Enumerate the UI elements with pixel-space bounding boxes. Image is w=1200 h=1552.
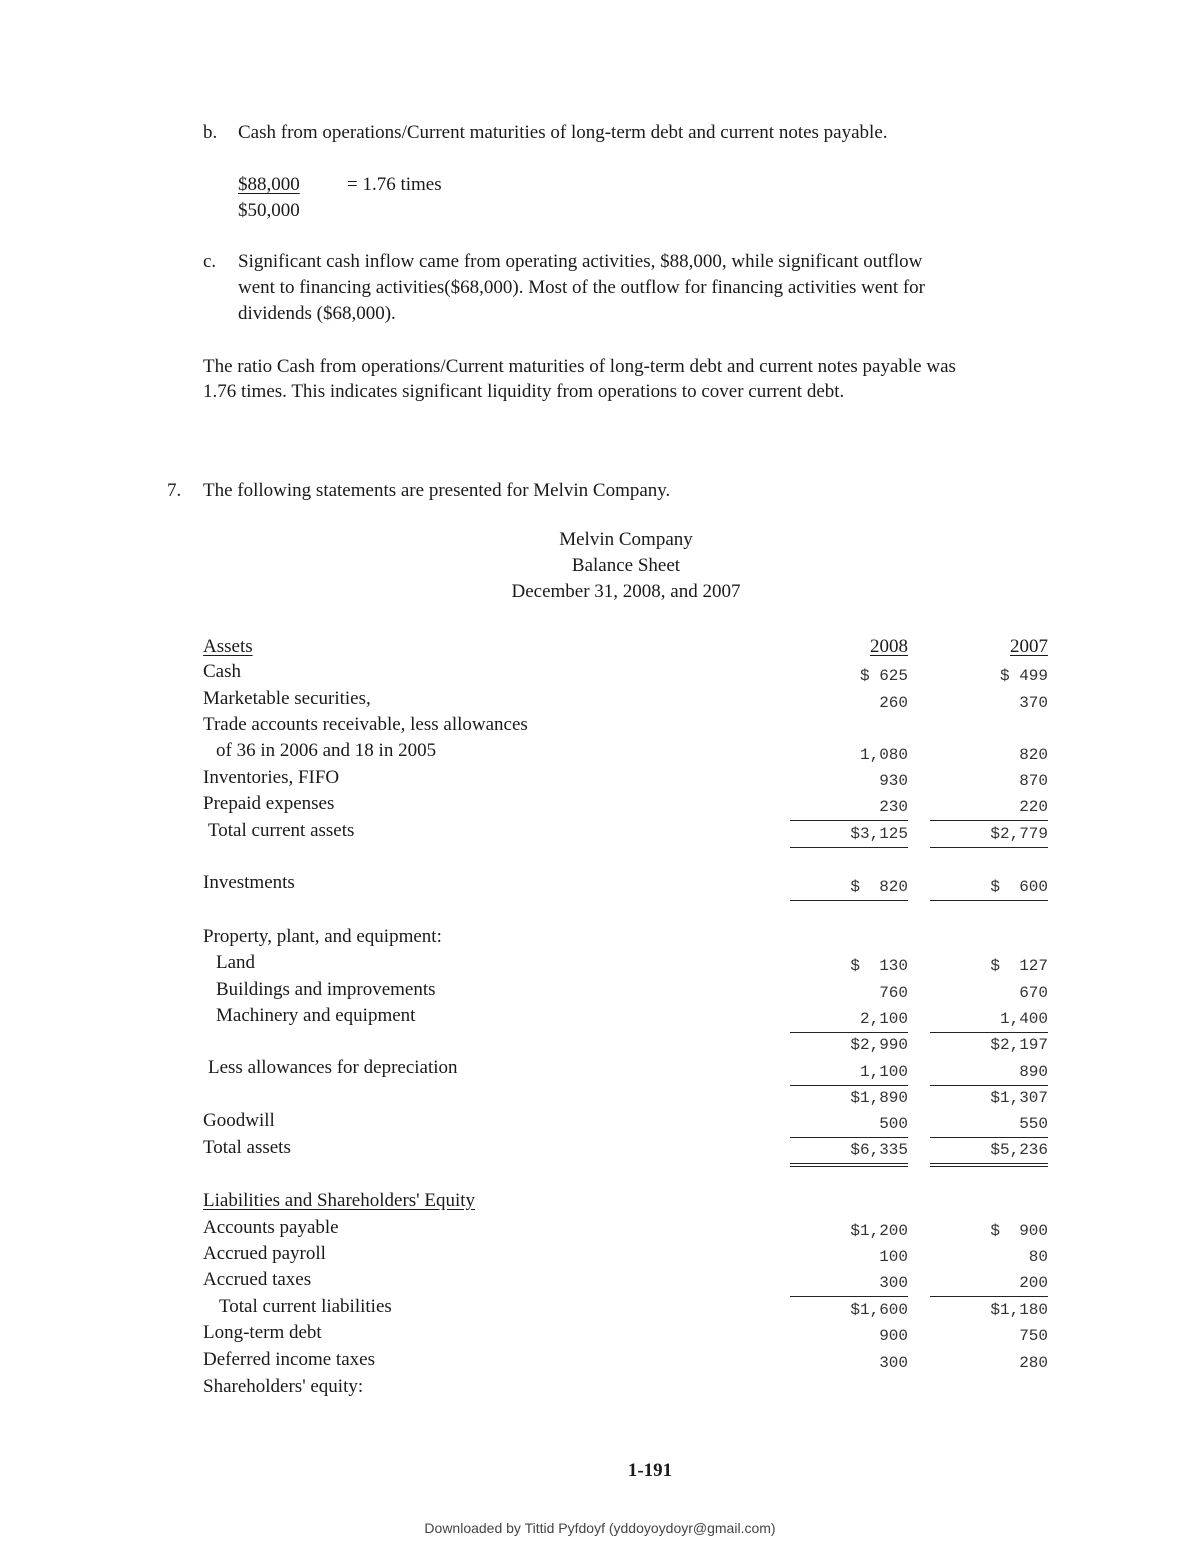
goodwill-2008: 500	[790, 1111, 908, 1138]
conclusion-line: 1.76 times. This indicates significant liquidity from operations to cover current debt.	[203, 381, 845, 402]
machinery-2007: 1,400	[930, 1006, 1048, 1033]
ratio-result: = 1.76 times	[347, 174, 442, 195]
deferred-taxes-2008: 300	[879, 1354, 908, 1372]
total-current-assets-2008: $3,125	[790, 821, 908, 848]
machinery-2008: 2,100	[790, 1006, 908, 1033]
depreciation-2007: 890	[930, 1059, 1048, 1086]
goodwill-2007: 550	[930, 1111, 1048, 1138]
accounts-payable-2008: $1,200	[850, 1222, 908, 1240]
company-name: Melvin Company	[559, 529, 693, 550]
inventories-2007: 870	[1019, 772, 1048, 790]
buildings-label: Buildings and improvements	[216, 979, 436, 1000]
question-text: The following statements are presented for Melvin Company.	[203, 480, 671, 501]
ppe-net-2007: $1,307	[990, 1089, 1048, 1107]
equity-heading: Shareholders' equity:	[203, 1376, 364, 1397]
ppe-heading: Property, plant, and equipment:	[203, 926, 442, 947]
assets-heading: Assets	[203, 636, 253, 657]
total-assets-2008: $6,335	[790, 1137, 908, 1167]
inventories-label: Inventories, FIFO	[203, 767, 340, 788]
ratio-numerator: $88,000	[238, 174, 300, 195]
accrued-payroll-label: Accrued payroll	[203, 1243, 326, 1264]
cash-label: Cash	[203, 661, 241, 682]
ppe-net-2008: $1,890	[850, 1089, 908, 1107]
prepaid-2008: 230	[790, 794, 908, 821]
part-c-line: Significant cash inflow came from operating activities, $88,000, while significant outflow	[238, 251, 923, 272]
year-2008-header: 2008	[870, 636, 908, 657]
total-current-liabilities-label: Total current liabilities	[219, 1296, 392, 1317]
marketable-label: Marketable securities,	[203, 688, 371, 709]
total-assets-label: Total assets	[203, 1137, 291, 1158]
buildings-2007: 670	[1019, 984, 1048, 1002]
accrued-taxes-label: Accrued taxes	[203, 1269, 312, 1290]
statement-date: December 31, 2008, and 2007	[511, 581, 741, 602]
land-label: Land	[216, 952, 256, 973]
total-current-assets-2007: $2,779	[930, 821, 1048, 848]
cash-2008: $ 625	[859, 667, 908, 685]
cash-2007: $ 499	[999, 667, 1048, 685]
depreciation-label: Less allowances for depreciation	[208, 1057, 458, 1078]
receivable-label-line2: of 36 in 2006 and 18 in 2005	[216, 740, 437, 761]
part-c-line: dividends ($68,000).	[238, 303, 396, 324]
deferred-taxes-2007: 280	[1019, 1354, 1048, 1372]
ppe-subtotal-2008: $2,990	[850, 1036, 908, 1054]
machinery-label: Machinery and equipment	[216, 1005, 416, 1026]
accrued-payroll-2008: 100	[879, 1248, 908, 1266]
long-term-debt-2007: 750	[1019, 1327, 1048, 1345]
total-assets-2007: $5,236	[930, 1137, 1048, 1167]
total-current-assets-label: Total current assets	[208, 820, 355, 841]
part-c-line: went to financing activities($68,000). Most of the outflow for financing activities went for	[238, 277, 925, 298]
buildings-2008: 760	[879, 984, 908, 1002]
receivable-2008: 1,080	[859, 746, 908, 764]
accrued-taxes-2007: 200	[930, 1270, 1048, 1297]
receivable-label-line1: Trade accounts receivable, less allowances	[203, 714, 528, 735]
download-note: Downloaded by Tittid Pyfdoyf (yddoyoydoyr@gmail.com)	[424, 1520, 776, 1536]
year-2007-header: 2007	[1010, 636, 1048, 657]
deferred-taxes-label: Deferred income taxes	[203, 1349, 375, 1370]
long-term-debt-2008: 900	[879, 1327, 908, 1345]
conclusion-line: The ratio Cash from operations/Current maturities of long-term debt and current notes payable was	[203, 356, 956, 377]
investments-2007: $ 600	[930, 874, 1048, 901]
ratio-denominator: $50,000	[238, 200, 300, 221]
inventories-2008: 930	[879, 772, 908, 790]
depreciation-2008: 1,100	[790, 1059, 908, 1086]
receivable-2007: 820	[1019, 746, 1048, 764]
land-2008: $ 130	[850, 957, 908, 975]
prepaid-2007: 220	[930, 794, 1048, 821]
ppe-subtotal-2007: $2,197	[990, 1036, 1048, 1054]
accounts-payable-2007: $ 900	[990, 1222, 1048, 1240]
question-number: 7.	[167, 480, 182, 501]
total-current-liabilities-2007: $1,180	[990, 1301, 1048, 1319]
statement-title: Balance Sheet	[571, 555, 681, 576]
land-2007: $ 127	[990, 957, 1048, 975]
marketable-2007: 370	[1019, 694, 1048, 712]
prepaid-label: Prepaid expenses	[203, 793, 335, 814]
liabilities-heading: Liabilities and Shareholders' Equity	[203, 1190, 476, 1211]
page-number: 1-191	[627, 1460, 673, 1481]
long-term-debt-label: Long-term debt	[203, 1322, 322, 1343]
investments-2008: $ 820	[790, 874, 908, 901]
part-b-text: Cash from operations/Current maturities of long-term debt and current notes payable.	[238, 122, 888, 143]
total-current-liabilities-2008: $1,600	[850, 1301, 908, 1319]
marketable-2008: 260	[879, 694, 908, 712]
goodwill-label: Goodwill	[203, 1110, 275, 1131]
part-c-marker: c.	[203, 251, 217, 272]
accrued-payroll-2007: 80	[1028, 1248, 1048, 1266]
accounts-payable-label: Accounts payable	[203, 1217, 339, 1238]
part-b-marker: b.	[203, 122, 218, 143]
investments-label: Investments	[203, 872, 295, 893]
accrued-taxes-2008: 300	[790, 1270, 908, 1297]
